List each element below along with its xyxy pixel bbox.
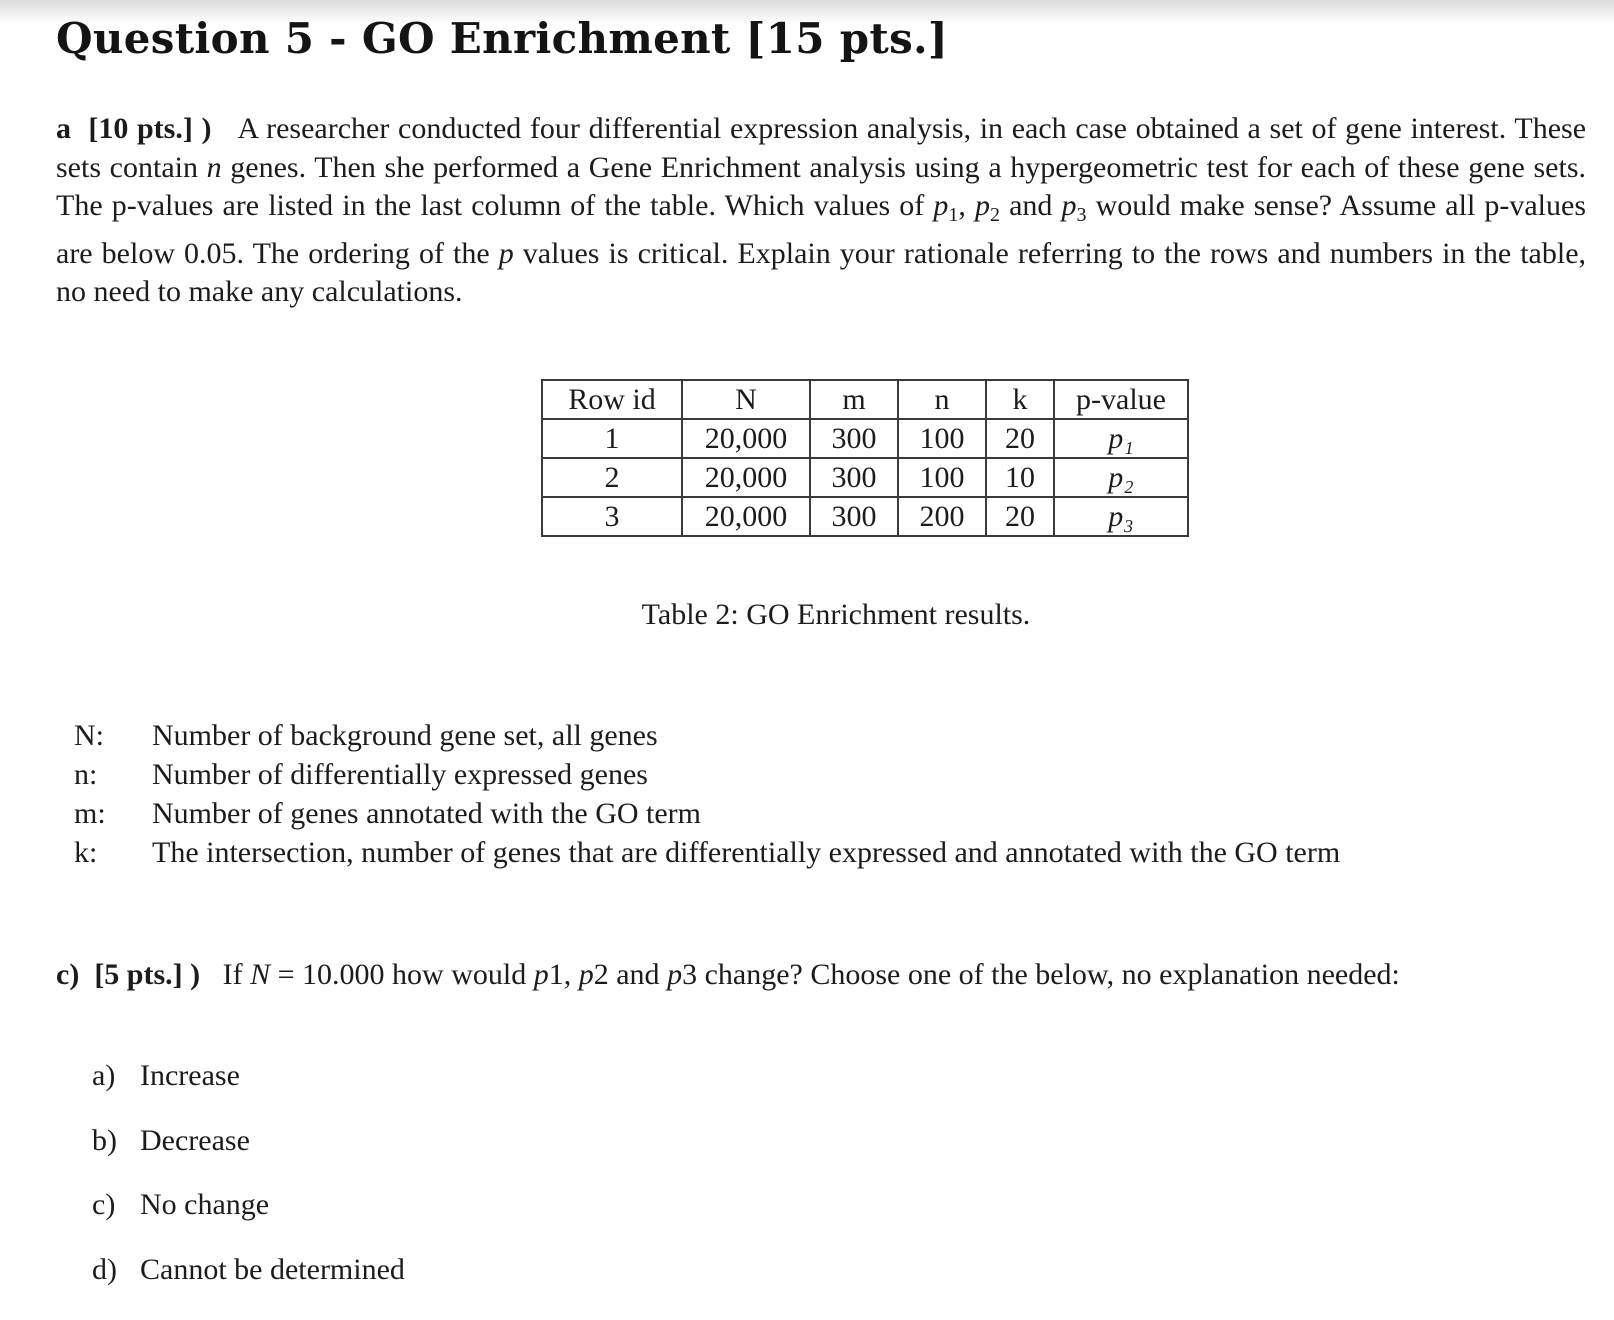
table-header-row xyxy=(542,380,1188,419)
cell-n: 100 xyxy=(898,419,986,458)
var-n: n xyxy=(206,150,222,184)
cell-k: 20 xyxy=(986,497,1054,536)
header-m: m xyxy=(810,380,898,419)
p1-num: 1 xyxy=(548,958,564,991)
answer-options xyxy=(92,1056,405,1314)
definition-n xyxy=(74,755,1340,794)
table-row xyxy=(542,458,1188,497)
part-a-text-4: values is critical. Explain your rationale referring to the rows and numbers in the table, no need to make any calculations. xyxy=(56,236,1587,308)
part-c-sep: , xyxy=(563,958,579,991)
definition-key: k: xyxy=(74,836,98,869)
cell-m: 300 xyxy=(810,458,898,497)
var-p3: p xyxy=(667,958,683,991)
definition-key: m: xyxy=(74,797,106,830)
p3-num: 3 xyxy=(682,958,698,991)
var-p2: $p_2$ xyxy=(975,189,1001,226)
question-title: Question 5 - GO Enrichment [15 pts.] xyxy=(56,14,949,63)
definition-m xyxy=(74,794,1340,833)
part-a-text-1: A researcher conducted four differential expression analysis, in each case obtained a set of gene interest. These sets contain xyxy=(56,112,1587,184)
part-c-and: and xyxy=(608,958,668,991)
part-a-sep: , xyxy=(958,189,976,222)
cell-k: 20 xyxy=(986,419,1054,458)
definition-text: The intersection, number of genes that are differentially expressed and annotated with the GO term xyxy=(152,836,1341,869)
cell-m: 300 xyxy=(810,419,898,458)
part-a-text-2: genes. Then she performed a Gene Enrichment analysis using a hypergeometric test for each of these gene sets. The p-values are listed in the last column of the table. Which values of xyxy=(56,150,1586,222)
option-text: Cannot be determined xyxy=(140,1252,405,1286)
header-N: N xyxy=(682,380,810,419)
cell-row-id: 1 xyxy=(542,419,682,458)
cell-row-id: 3 xyxy=(542,497,682,536)
definition-key: n: xyxy=(74,758,98,791)
option-letter: b) xyxy=(92,1123,117,1157)
definition-text: Number of genes annotated with the GO term xyxy=(152,797,702,830)
option-letter: a) xyxy=(92,1059,116,1092)
cell-k: 10 xyxy=(986,458,1054,497)
cell-N: 20,000 xyxy=(682,419,810,458)
cell-row-id: 2 xyxy=(542,458,682,497)
header-p-value: p-value xyxy=(1054,380,1188,419)
part-a-and: and xyxy=(1000,189,1062,222)
var-p1: p xyxy=(533,958,549,991)
cell-m: 300 xyxy=(810,497,898,536)
part-c-paragraph xyxy=(56,955,1586,995)
cell-n: 200 xyxy=(898,497,986,536)
definition-text: Number of background gene set, all genes xyxy=(152,719,658,752)
header-n: n xyxy=(898,380,986,419)
cell-p-value: p₁ xyxy=(1054,419,1188,458)
header-row-id: Row id xyxy=(542,380,682,419)
part-a-label: a xyxy=(56,112,71,145)
option-no-change[interactable] xyxy=(92,1185,405,1250)
option-increase[interactable] xyxy=(92,1056,405,1121)
part-c-text-3: change? Choose one of the below, no explanation needed: xyxy=(697,958,1400,991)
cell-N: 20,000 xyxy=(682,497,810,536)
table-caption: Table 2: GO Enrichment results. xyxy=(641,598,1031,631)
p2-num: 2 xyxy=(593,958,609,991)
definition-k xyxy=(74,833,1340,872)
cell-N: 20,000 xyxy=(682,458,810,497)
var-p: p xyxy=(498,236,514,270)
var-p1: $p_1$ xyxy=(933,189,959,226)
cell-p-value: p₂ xyxy=(1054,458,1188,497)
table-row xyxy=(542,497,1188,536)
option-text: Decrease xyxy=(140,1123,250,1157)
option-cannot-be-determined[interactable] xyxy=(92,1250,405,1315)
var-N: N xyxy=(250,958,271,991)
part-c-text-2: = 10.000 how would xyxy=(270,958,534,991)
definition-key: N: xyxy=(74,719,104,752)
var-p2: p xyxy=(578,958,594,991)
part-c-points: [5 pts.] ) xyxy=(94,958,201,991)
results-table xyxy=(541,379,1189,537)
header-k: k xyxy=(986,380,1054,419)
option-letter: c) xyxy=(92,1188,116,1221)
var-p3: $p_3$ xyxy=(1061,189,1087,226)
table-row xyxy=(542,419,1188,458)
part-a-text-3: would make sense? Assume all p-values are below 0.05. The ordering of the xyxy=(56,189,1587,270)
part-a-paragraph xyxy=(56,110,1586,312)
part-c-text-1: If xyxy=(222,958,251,991)
cell-n: 100 xyxy=(898,458,986,497)
option-text: Increase xyxy=(140,1059,240,1092)
cell-p-value: p₃ xyxy=(1054,497,1188,536)
option-text: No change xyxy=(140,1188,270,1221)
definition-text: Number of differentially expressed genes xyxy=(152,758,648,791)
option-letter: d) xyxy=(92,1252,117,1286)
part-a-points: [10 pts.] ) xyxy=(88,112,212,145)
part-c-label: c) xyxy=(56,958,80,991)
definitions-list xyxy=(74,716,1340,872)
option-decrease[interactable] xyxy=(92,1121,405,1186)
definition-N xyxy=(74,716,1340,755)
